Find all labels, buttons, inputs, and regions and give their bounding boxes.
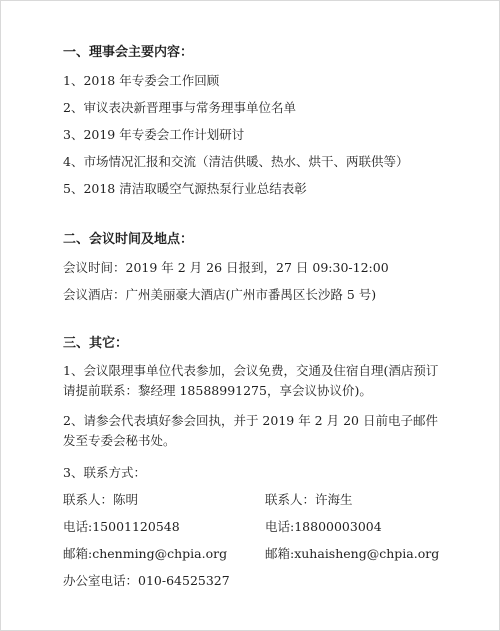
other-item-2: 2、请参会代表填好参会回执，并于 2019 年 2 月 20 日前电子邮件发至专委会秘书处。 bbox=[63, 413, 438, 448]
contact-left-phone: 电话:15001120548 bbox=[63, 519, 180, 534]
other-item-1: 1、会议限理事单位代表参加，会议免费，交通及住宿自理(酒店预订请提前联系：黎经理 18588991275，享会议协议价)。 bbox=[63, 363, 439, 398]
contact-right-email[interactable]: 邮箱:xuhaisheng@chpia.org bbox=[265, 546, 440, 561]
section3-heading: 三、其它： bbox=[63, 336, 129, 351]
agenda-item-3: 3、2019 年专委会工作计划研讨 bbox=[63, 127, 245, 142]
other-item-3: 3、联系方式： bbox=[63, 465, 146, 480]
agenda-item-2: 2、审议表决新晋理事与常务理事单位名单 bbox=[63, 100, 296, 115]
contact-left-email[interactable]: 邮箱:chenming@chpia.org bbox=[63, 546, 228, 561]
meeting-hotel: 会议酒店：广州美丽豪大酒店(广州市番禺区长沙路 5 号) bbox=[63, 287, 377, 302]
agenda-item-1: 1、2018 年专委会工作回顾 bbox=[63, 73, 220, 88]
section2-heading: 二、会议时间及地点： bbox=[63, 232, 194, 247]
contact-left-name: 联系人：陈明 bbox=[63, 492, 139, 507]
agenda-item-5: 5、2018 清洁取暖空气源热泵行业总结表彰 bbox=[63, 181, 307, 196]
contact-right-name: 联系人：许海生 bbox=[265, 492, 353, 507]
meeting-time: 会议时间：2019 年 2 月 26 日报到，27 日 09:30-12:00 bbox=[63, 260, 389, 275]
office-phone: 办公室电话：010-64525327 bbox=[63, 573, 230, 588]
contact-right-phone: 电话:18800003004 bbox=[265, 519, 382, 534]
section1-heading: 一、理事会主要内容： bbox=[63, 45, 194, 60]
agenda-item-4: 4、市场情况汇报和交流（清洁供暖、热水、烘干、两联供等） bbox=[63, 154, 409, 169]
